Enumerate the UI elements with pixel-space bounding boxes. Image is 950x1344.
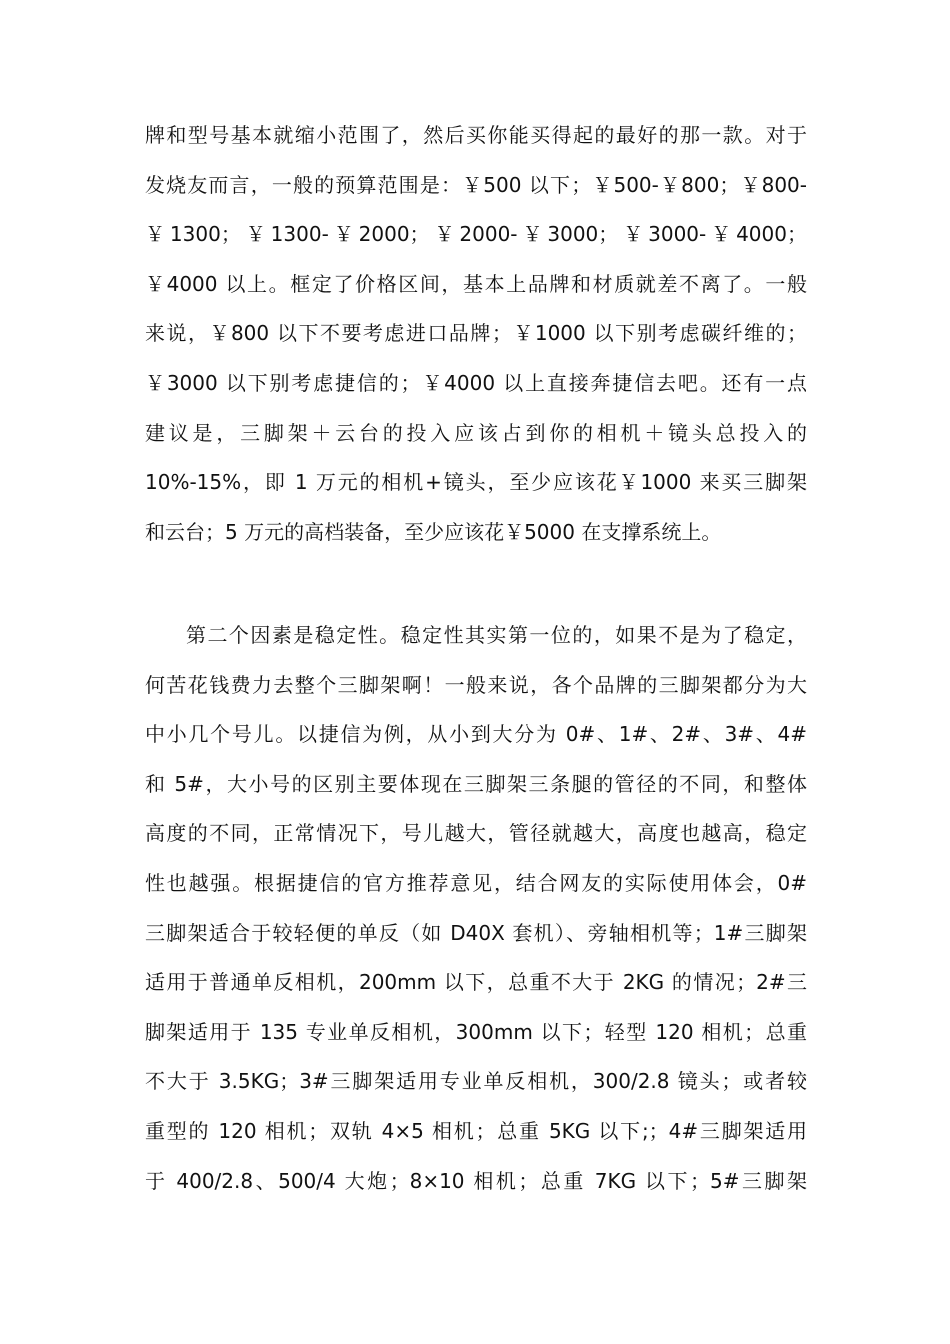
text-line: 不大于 3.5KG；3#三脚架适用专业单反相机，300/2.8 镜头；或者较 xyxy=(145,1069,807,1094)
text-line: 中小几个号儿。以捷信为例，从小到大分为 0#、1#、2#、3#、4# xyxy=(145,722,807,747)
text-line: 建议是，三脚架＋云台的投入应该占到你的相机＋镜头总投入的 xyxy=(145,420,807,445)
text-line: ￥1300；￥1300-￥2000；￥2000-￥3000；￥3000-￥4000； xyxy=(145,222,807,247)
text-line: 何苦花钱费力去整个三脚架啊！一般来说，各个品牌的三脚架都分为大 xyxy=(145,672,807,697)
text-line: 发烧友而言，一般的预算范围是：￥500 以下；￥500-￥800；￥800- xyxy=(145,172,807,197)
text-line: 第二个因素是稳定性。稳定性其实第一位的，如果不是为了稳定， xyxy=(186,623,807,647)
text-line: 于 400/2.8、500/4 大炮；8×10 相机；总重 7KG 以下；5#三脚架 xyxy=(145,1168,807,1193)
text-line: ￥3000 以下别考虑捷信的；￥4000 以上直接奔捷信去吧。还有一点 xyxy=(145,370,807,395)
text-line: 脚架适用于 135 专业单反相机，300mm 以下；轻型 120 相机；总重 xyxy=(145,1019,807,1044)
text-line: 性也越强。根据捷信的官方推荐意见，结合网友的实际使用体会，0# xyxy=(145,870,807,895)
paragraph-budget xyxy=(145,111,807,557)
text-line: 和 5#，大小号的区别主要体现在三脚架三条腿的管径的不同，和整体 xyxy=(145,771,807,796)
text-line: 来说，￥800 以下不要考虑进口品牌；￥1000 以下别考虑碳纤维的； xyxy=(145,321,807,346)
text-line: 高度的不同，正常情况下，号儿越大，管径就越大，高度也越高，稳定 xyxy=(145,821,807,846)
text-line: 和云台；5 万元的高档装备，至少应该花￥5000 在支撑系统上。 xyxy=(145,519,722,544)
text-line: 重型的 120 相机；双轨 4×5 相机；总重 5KG 以下;；4#三脚架适用 xyxy=(145,1118,807,1143)
text-line: 适用于普通单反相机，200mm 以下，总重不大于 2KG 的情况；2#三 xyxy=(145,970,807,995)
paragraph-stability xyxy=(145,611,807,1206)
text-line: 牌和型号基本就缩小范围了，然后买你能买得起的最好的那一款。对于 xyxy=(145,123,807,147)
text-line: 三脚架适合于较轻便的单反（如 D40X 套机）、旁轴相机等；1#三脚架 xyxy=(145,920,807,945)
text-line: ￥4000 以上。框定了价格区间，基本上品牌和材质就差不离了。一般 xyxy=(145,271,807,296)
text-line: 10%-15%，即 1 万元的相机+镜头，至少应该花￥1000 来买三脚架 xyxy=(145,470,807,495)
